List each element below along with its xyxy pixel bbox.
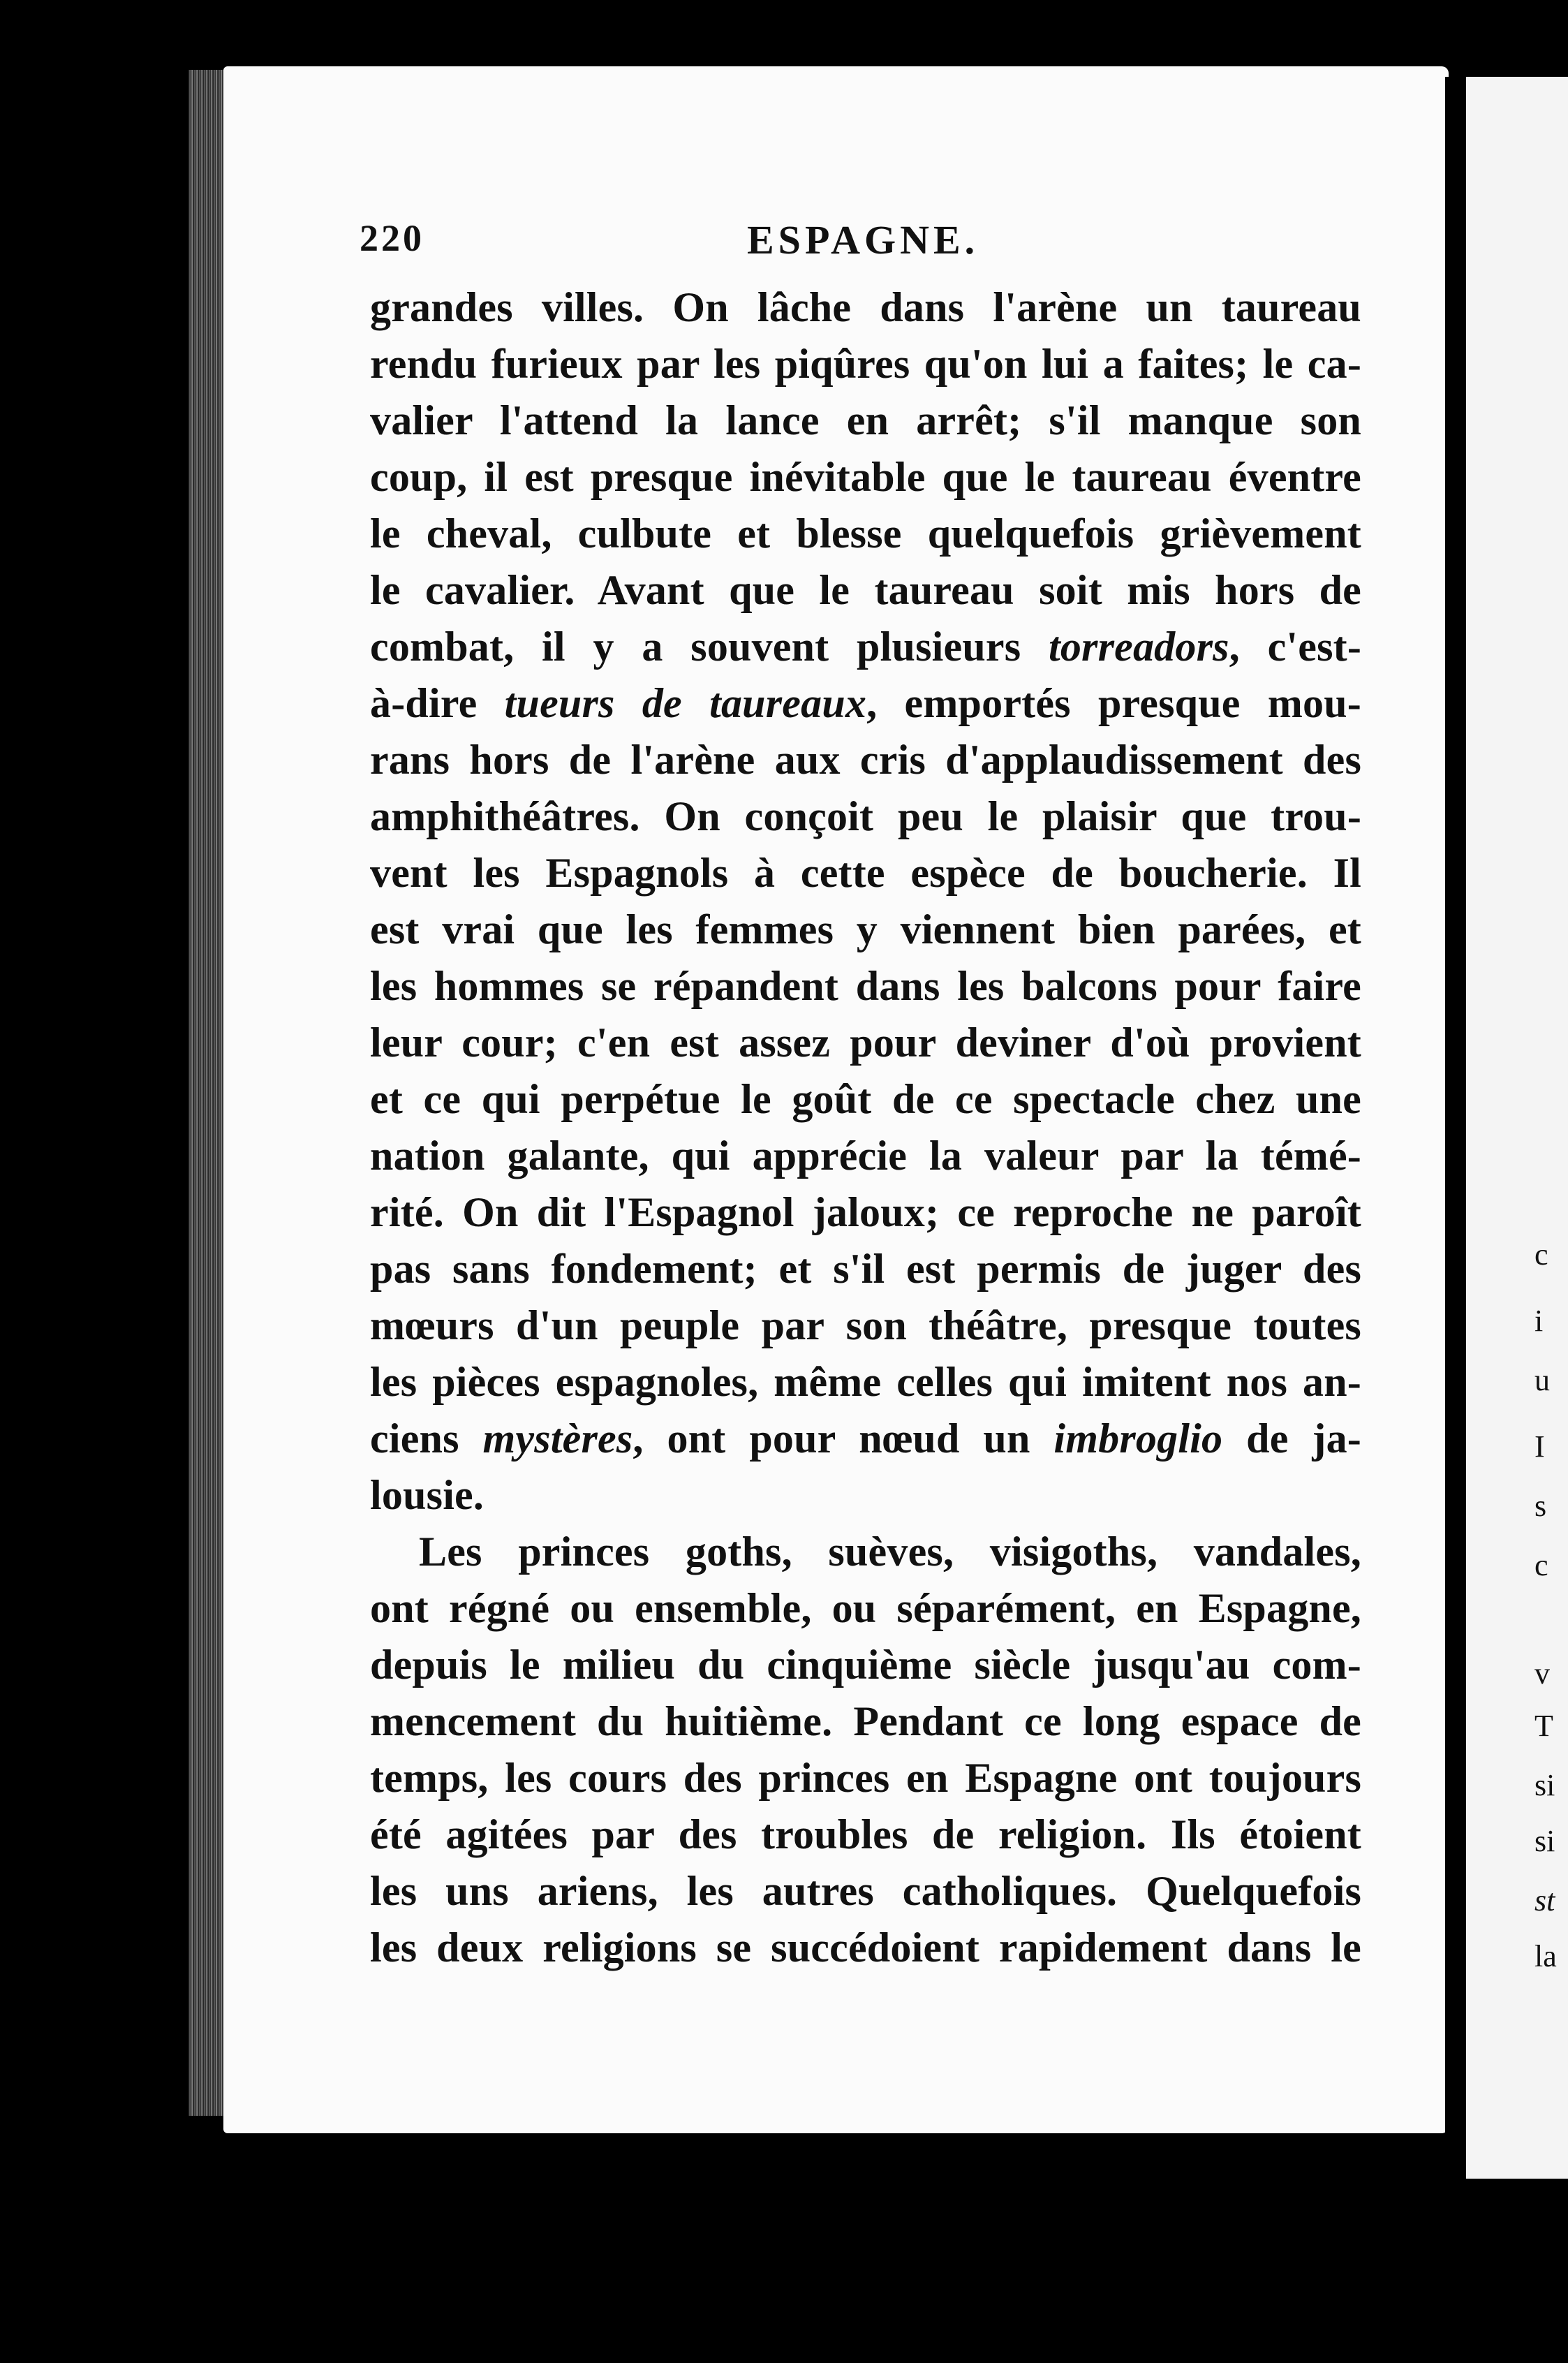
right-page-fragment: la [1534, 1939, 1557, 1973]
text-line [370, 1863, 1361, 1920]
right-page-fragment: i [1534, 1304, 1544, 1338]
text-segment: ciens [370, 1415, 483, 1462]
right-page-fragment: si [1534, 1824, 1555, 1858]
text-line [370, 1015, 1361, 1071]
text-line [370, 392, 1361, 449]
text-segment: depuis le milieu du cinquième siècle jusqu'au com- [370, 1642, 1361, 1688]
italic-term: mystères [482, 1415, 633, 1462]
scan-speck [859, 0, 894, 42]
text-segment: rité. On dit l'Espagnol jaloux; ce reproche ne paroît [370, 1189, 1361, 1235]
text-line [370, 901, 1361, 958]
paragraph [370, 1524, 1361, 1976]
text-segment: combat, il y a souvent plusieurs [370, 624, 1049, 670]
running-head [360, 216, 1365, 279]
text-line [370, 1354, 1361, 1411]
text-segment: vent les Espagnols à cette espèce de boucherie. Il [370, 850, 1361, 896]
body-text [370, 279, 1361, 1976]
text-line [370, 958, 1361, 1015]
text-segment: mencement du huitième. Pendant ce long espace de [370, 1698, 1361, 1744]
text-segment: nation galante, qui apprécie la valeur par la témé- [370, 1133, 1361, 1179]
text-segment: le cheval, culbute et blesse quelquefois grièvement [370, 510, 1361, 557]
text-line [370, 1637, 1361, 1693]
text-line [370, 1693, 1361, 1750]
right-page-fragment: I [1534, 1429, 1545, 1464]
text-segment: lousie. [370, 1472, 485, 1518]
right-page-fragment: si [1534, 1768, 1555, 1802]
text-line [370, 1806, 1361, 1863]
text-line [370, 506, 1361, 562]
paragraph [370, 279, 1361, 1524]
right-page-fragment: st [1534, 1883, 1555, 1917]
page-number: 220 [360, 217, 424, 259]
italic-term: tueurs de taureaux [504, 680, 867, 726]
text-line [370, 1920, 1361, 1976]
text-segment: coup, il est presque inévitable que le taureau éventre [370, 454, 1361, 500]
text-line [370, 1297, 1361, 1354]
text-segment: leur cour; c'en est assez pour deviner d'où provient [370, 1019, 1361, 1066]
text-line [370, 336, 1361, 392]
right-page-edge [1466, 77, 1568, 2179]
text-segment: grandes villes. On lâche dans l'arène un taureau [370, 284, 1361, 330]
text-line [370, 1411, 1361, 1467]
page-heading: ESPAGNE. [747, 217, 979, 263]
text-segment: est vrai que les femmes y viennent bien parées, et [370, 906, 1361, 952]
text-segment: les uns ariens, les autres catholiques. Quelquefois [370, 1868, 1361, 1914]
text-segment: de ja- [1222, 1415, 1361, 1462]
text-line [370, 1467, 1361, 1524]
text-segment: à-dire [370, 680, 505, 726]
scan-speck [96, 363, 109, 381]
right-page-fragment: T [1534, 1709, 1553, 1743]
text-segment: les deux religions se succédoient rapidement dans le [370, 1924, 1361, 1971]
italic-term: imbroglio [1053, 1415, 1223, 1462]
text-line [370, 449, 1361, 506]
text-line [370, 788, 1361, 845]
text-line [370, 1128, 1361, 1184]
text-line [370, 845, 1361, 901]
text-segment: , ont pour nœud un [633, 1415, 1054, 1462]
text-line [370, 562, 1361, 619]
text-line [370, 732, 1361, 788]
right-page-fragment: v [1534, 1656, 1550, 1691]
text-segment: pas sans fondement; et s'il est permis de juger des [370, 1246, 1361, 1292]
text-segment: Les princes goths, suèves, visigoths, vandales, [419, 1529, 1361, 1575]
text-line [370, 1071, 1361, 1128]
text-line [370, 279, 1361, 336]
text-segment: et ce qui perpétue le goût de ce spectacle chez une [370, 1076, 1361, 1122]
text-segment: temps, les cours des princes en Espagne ont toujours [370, 1755, 1361, 1801]
text-segment: valier l'attend la lance en arrêt; s'il manque son [370, 397, 1361, 443]
text-line [370, 1750, 1361, 1806]
text-line [370, 1184, 1361, 1241]
right-page-fragment: c [1534, 1548, 1548, 1582]
text-segment: ont régné ou ensemble, ou séparément, en Espagne, [370, 1585, 1361, 1631]
italic-term: torreadors [1048, 624, 1229, 670]
text-line [370, 1241, 1361, 1297]
text-line [370, 675, 1361, 732]
text-segment: rendu furieux par les piqûres qu'on lui a faites; le ca- [370, 341, 1361, 387]
text-segment: les pièces espagnoles, même celles qui imitent nos an- [370, 1359, 1361, 1405]
right-page-fragment: s [1534, 1489, 1547, 1523]
text-line [370, 1524, 1361, 1580]
text-segment: mœurs d'un peuple par son théâtre, presque toutes [370, 1302, 1361, 1348]
text-line [370, 619, 1361, 675]
text-line [370, 1580, 1361, 1637]
text-segment: été agitées par des troubles de religion. Ils étoient [370, 1811, 1361, 1857]
text-segment: , c'est- [1229, 624, 1362, 670]
text-segment: les hommes se répandent dans les balcons pour faire [370, 963, 1361, 1009]
text-segment: , emportés presque mou- [866, 680, 1361, 726]
right-page-fragment: c [1534, 1237, 1548, 1272]
text-segment: le cavalier. Avant que le taureau soit mis hors de [370, 567, 1361, 613]
text-segment: rans hors de l'arène aux cris d'applaudissement des [370, 737, 1361, 783]
text-segment: amphithéâtres. On conçoit peu le plaisir que trou- [370, 793, 1361, 839]
right-page-fragment: u [1534, 1363, 1550, 1397]
